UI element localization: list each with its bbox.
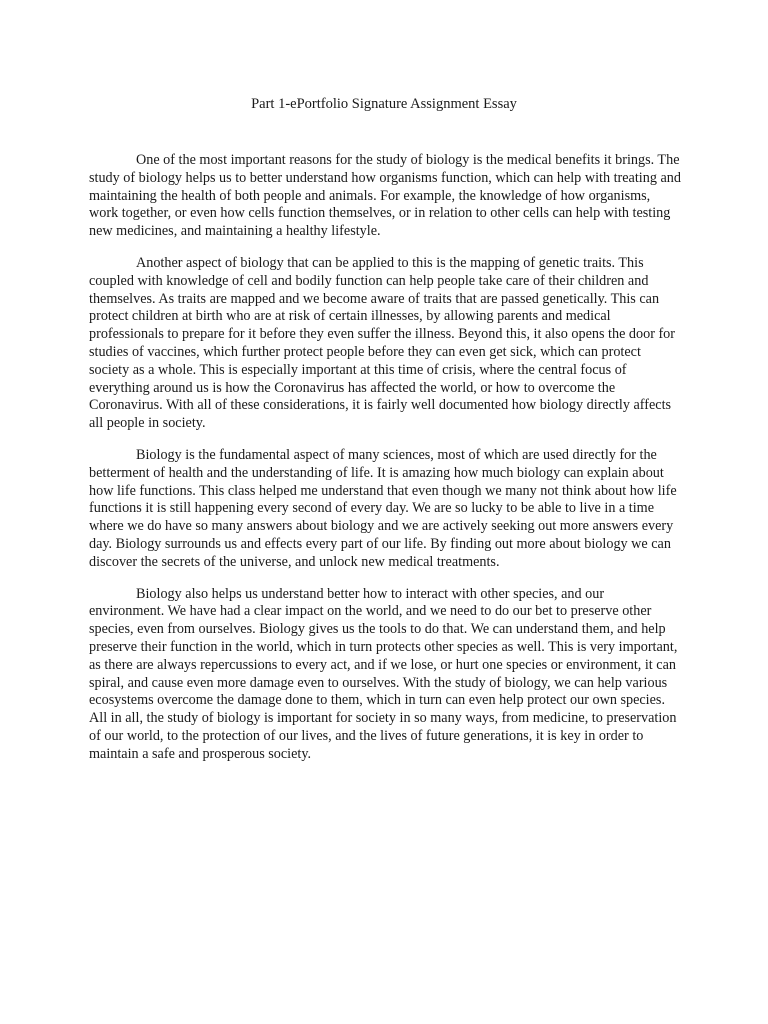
paragraph-2: Another aspect of biology that can be applied to this is the mapping of genetic traits. This coupled with knowledge of cell and bodily function can help people take care of their children and themselves. As traits are mapped and we become aware of traits that are passed genetically. This can protect children at birth who are at risk of certain illnesses, by allowing parents and medical professionals to prepare for it before they even suffer the illness. Beyond this, it also opens the door for studies of vaccines, which further protect people before they can even get sick, which can protect society as a whole. This is especially important at this time of crisis, where the central focus of everything around us is how the Coronavirus has affected the world, or how to overcome the Coronavirus. With all of these considerations, it is fairly well documented how biology directly affects all people in society. — [89, 254, 676, 432]
paragraph-1: One of the most important reasons for the study of biology is the medical benefits it brings. The study of biology helps us to better understand how organisms function, which can help with treating and maintaining the health of both people and animals. For example, the knowledge of how organisms, work together, or even how cells function themselves, or in relation to other cells can help with testing new medicines, and maintaining a healthy lifestyle. — [89, 152, 681, 240]
paragraph-4: Biology also helps us understand better how to interact with other species, and our environment. We have had a clear impact on the world, and we need to do our bet to preserve other species, even from ourselves. Biology gives us the tools to do that. We can understand them, and help preserve their function in the world, which in turn protects other species as well. This is very important, as there are always repercussions to every act, and if we lose, or hurt one species or environment, it can spiral, and cause even more damage even to ourselves. With the study of biology, we can help various ecosystems overcome the damage done to them, which in turn can even help protect our own species. All in all, the study of biology is important for society in so many ways, from medicine, to preservation of our world, to the protection of our lives, and the lives of future generations, it is key in order to maintain a safe and prosperous society. — [89, 585, 678, 762]
paragraph-3: Biology is the fundamental aspect of many sciences, most of which are used directly for the betterment of health and the understanding of life. It is amazing how much biology can explain about how life functions. This class helped me understand that even though we many not think about how life functions it is still happening every second of every day. We are so lucky to be able to live in a time where we do have so many answers about biology and we are actively seeking out more answers every day. Biology surrounds us and effects every part of our life. By finding out more about biology we can discover the secrets of the universe, and unlock new medical treatments. — [89, 446, 677, 570]
document-title: Part 1-ePortfolio Signature Assignment Essay — [251, 96, 517, 112]
document-body — [89, 152, 681, 778]
